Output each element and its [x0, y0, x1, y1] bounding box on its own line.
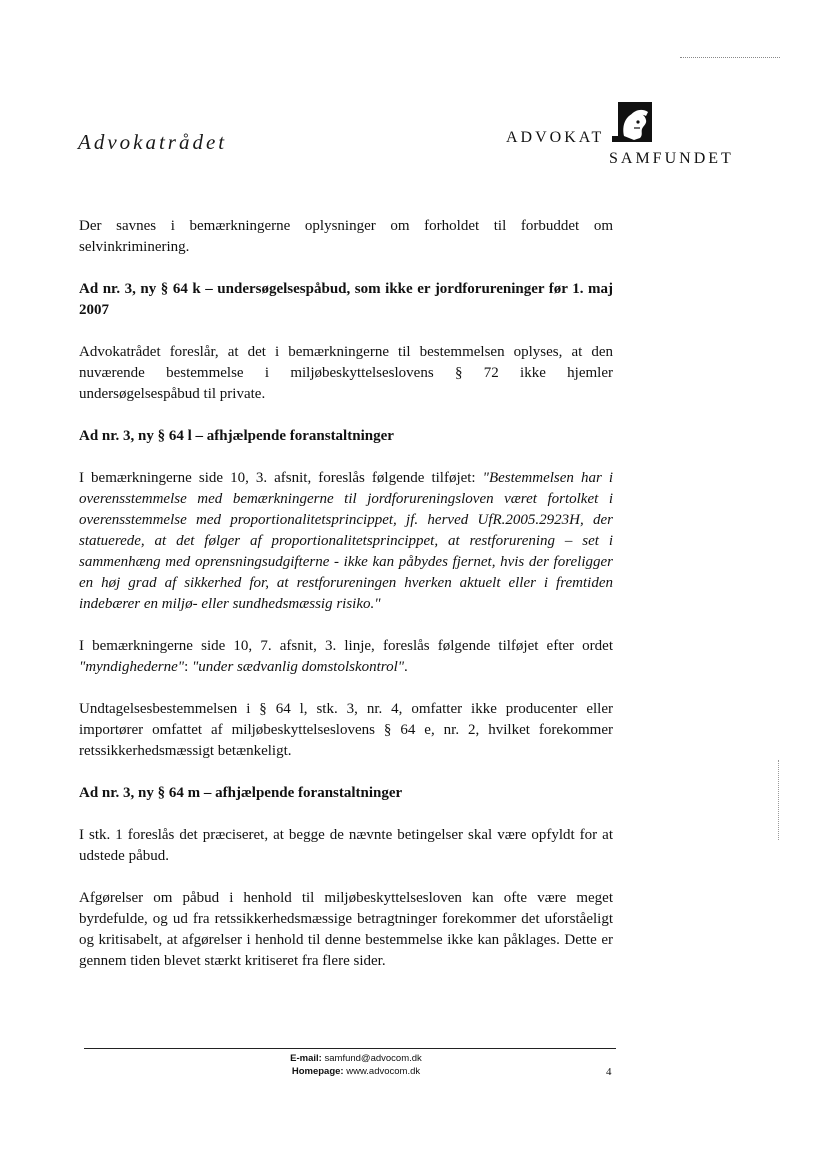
proposed-quote: "Bestemmelsen har i overensstemmelse med bemærkningerne til jordforureningsloven været fortolket i overensstemmelse med proportionalitetsprincippet, jf. herved UfR.2005.2923H, der statuerede, at det følger af proportionalitetsprincippet, at restforurening – set i sammenhæng med oprensningsudgifterne - ikke kan påbydes fjernet, hvis der foreligger en høj grad af sikkerhed for, at restforureningen hverken aktuelt eller i fremtiden indebærer en miljø- eller sundhedsmæssig risiko."	[79, 470, 613, 612]
period-text: .	[404, 659, 408, 675]
quoted-word: "myndighederne"	[79, 659, 185, 675]
paragraph-domstolskontrol	[79, 636, 613, 678]
page-number: 4	[606, 1066, 612, 1078]
paragraph-paaklage: Afgørelser om påbud i henhold til miljøbeskyttelsesloven kan ofte være meget byrdefulde, og ud fra retssikkerhedsmæssige betragtninger forekommer det uforståeligt og kritisabelt, at afgørelser i henhold til denne bestemmelse ikke kan påklages. Dette er gennem tiden blevet stærkt kritiseret fra flere sider.	[79, 890, 613, 969]
paragraph-lead-text: I bemærkningerne side 10, 7. afsnit, 3. linje, foreslås følgende tilføjet efter ordet	[79, 638, 613, 654]
section-heading-64k: Ad nr. 3, ny § 64 k – undersøgelsespåbud, som ikke er jordforureninger før 1. maj 2007	[79, 281, 613, 318]
scan-margin-marks	[778, 760, 781, 840]
proposed-phrase: "under sædvanlig domstolskontrol"	[192, 659, 405, 675]
paragraph-proposed-addition	[79, 468, 613, 615]
paragraph-undersoegelsespaabud: Advokatrådet foreslår, at det i bemærkningerne til bestemmelsen oplyses, at den nuværende bestemmelse i miljøbeskyttelseslovens § 72 ikke hjemler undersøgelsespåbud til private.	[79, 344, 613, 402]
homepage-label: Homepage:	[291, 1066, 344, 1077]
top-scan-rule	[680, 57, 780, 58]
email-label: E-mail:	[290, 1053, 322, 1064]
paragraph-lead-text: I bemærkningerne side 10, 3. afsnit, foreslås følgende tilføjet:	[79, 470, 483, 486]
footer-email-line	[0, 1052, 712, 1065]
hermes-head-icon	[612, 100, 654, 146]
header-title: Advokatrådet	[78, 130, 228, 154]
paragraph-undtagelsesbestemmelsen: Undtagelsesbestemmelsen i § 64 l, stk. 3, nr. 4, omfatter ikke producenter eller importører omfattet af miljøbeskyttelseslovens § 64 e, nr. 2, hvilket forekommer retssikkerhedsmæssigt betænkeligt.	[79, 701, 613, 759]
logo-text-samfundet: SAMFUNDET	[609, 150, 734, 167]
homepage-link[interactable]: www.advocom.dk	[346, 1066, 421, 1077]
footer-divider	[84, 1048, 616, 1049]
email-link[interactable]: samfund@advocom.dk	[324, 1053, 422, 1064]
paragraph-selvinkriminering: Der savnes i bemærkningerne oplysninger om forholdet til forbuddet om selvinkriminering.	[79, 218, 613, 255]
section-heading-64l: Ad nr. 3, ny § 64 l – afhjælpende foranstaltninger	[79, 428, 394, 444]
letter-body	[79, 216, 613, 972]
section-heading-64m: Ad nr. 3, ny § 64 m – afhjælpende foranstaltninger	[79, 785, 403, 801]
separator-text: :	[184, 659, 192, 675]
logo-text-advokat: ADVOKAT	[506, 129, 605, 146]
paragraph-stk1: I stk. 1 foreslås det præciseret, at begge de nævnte betingelser skal være opfyldt for at udstede påbud.	[79, 827, 613, 864]
